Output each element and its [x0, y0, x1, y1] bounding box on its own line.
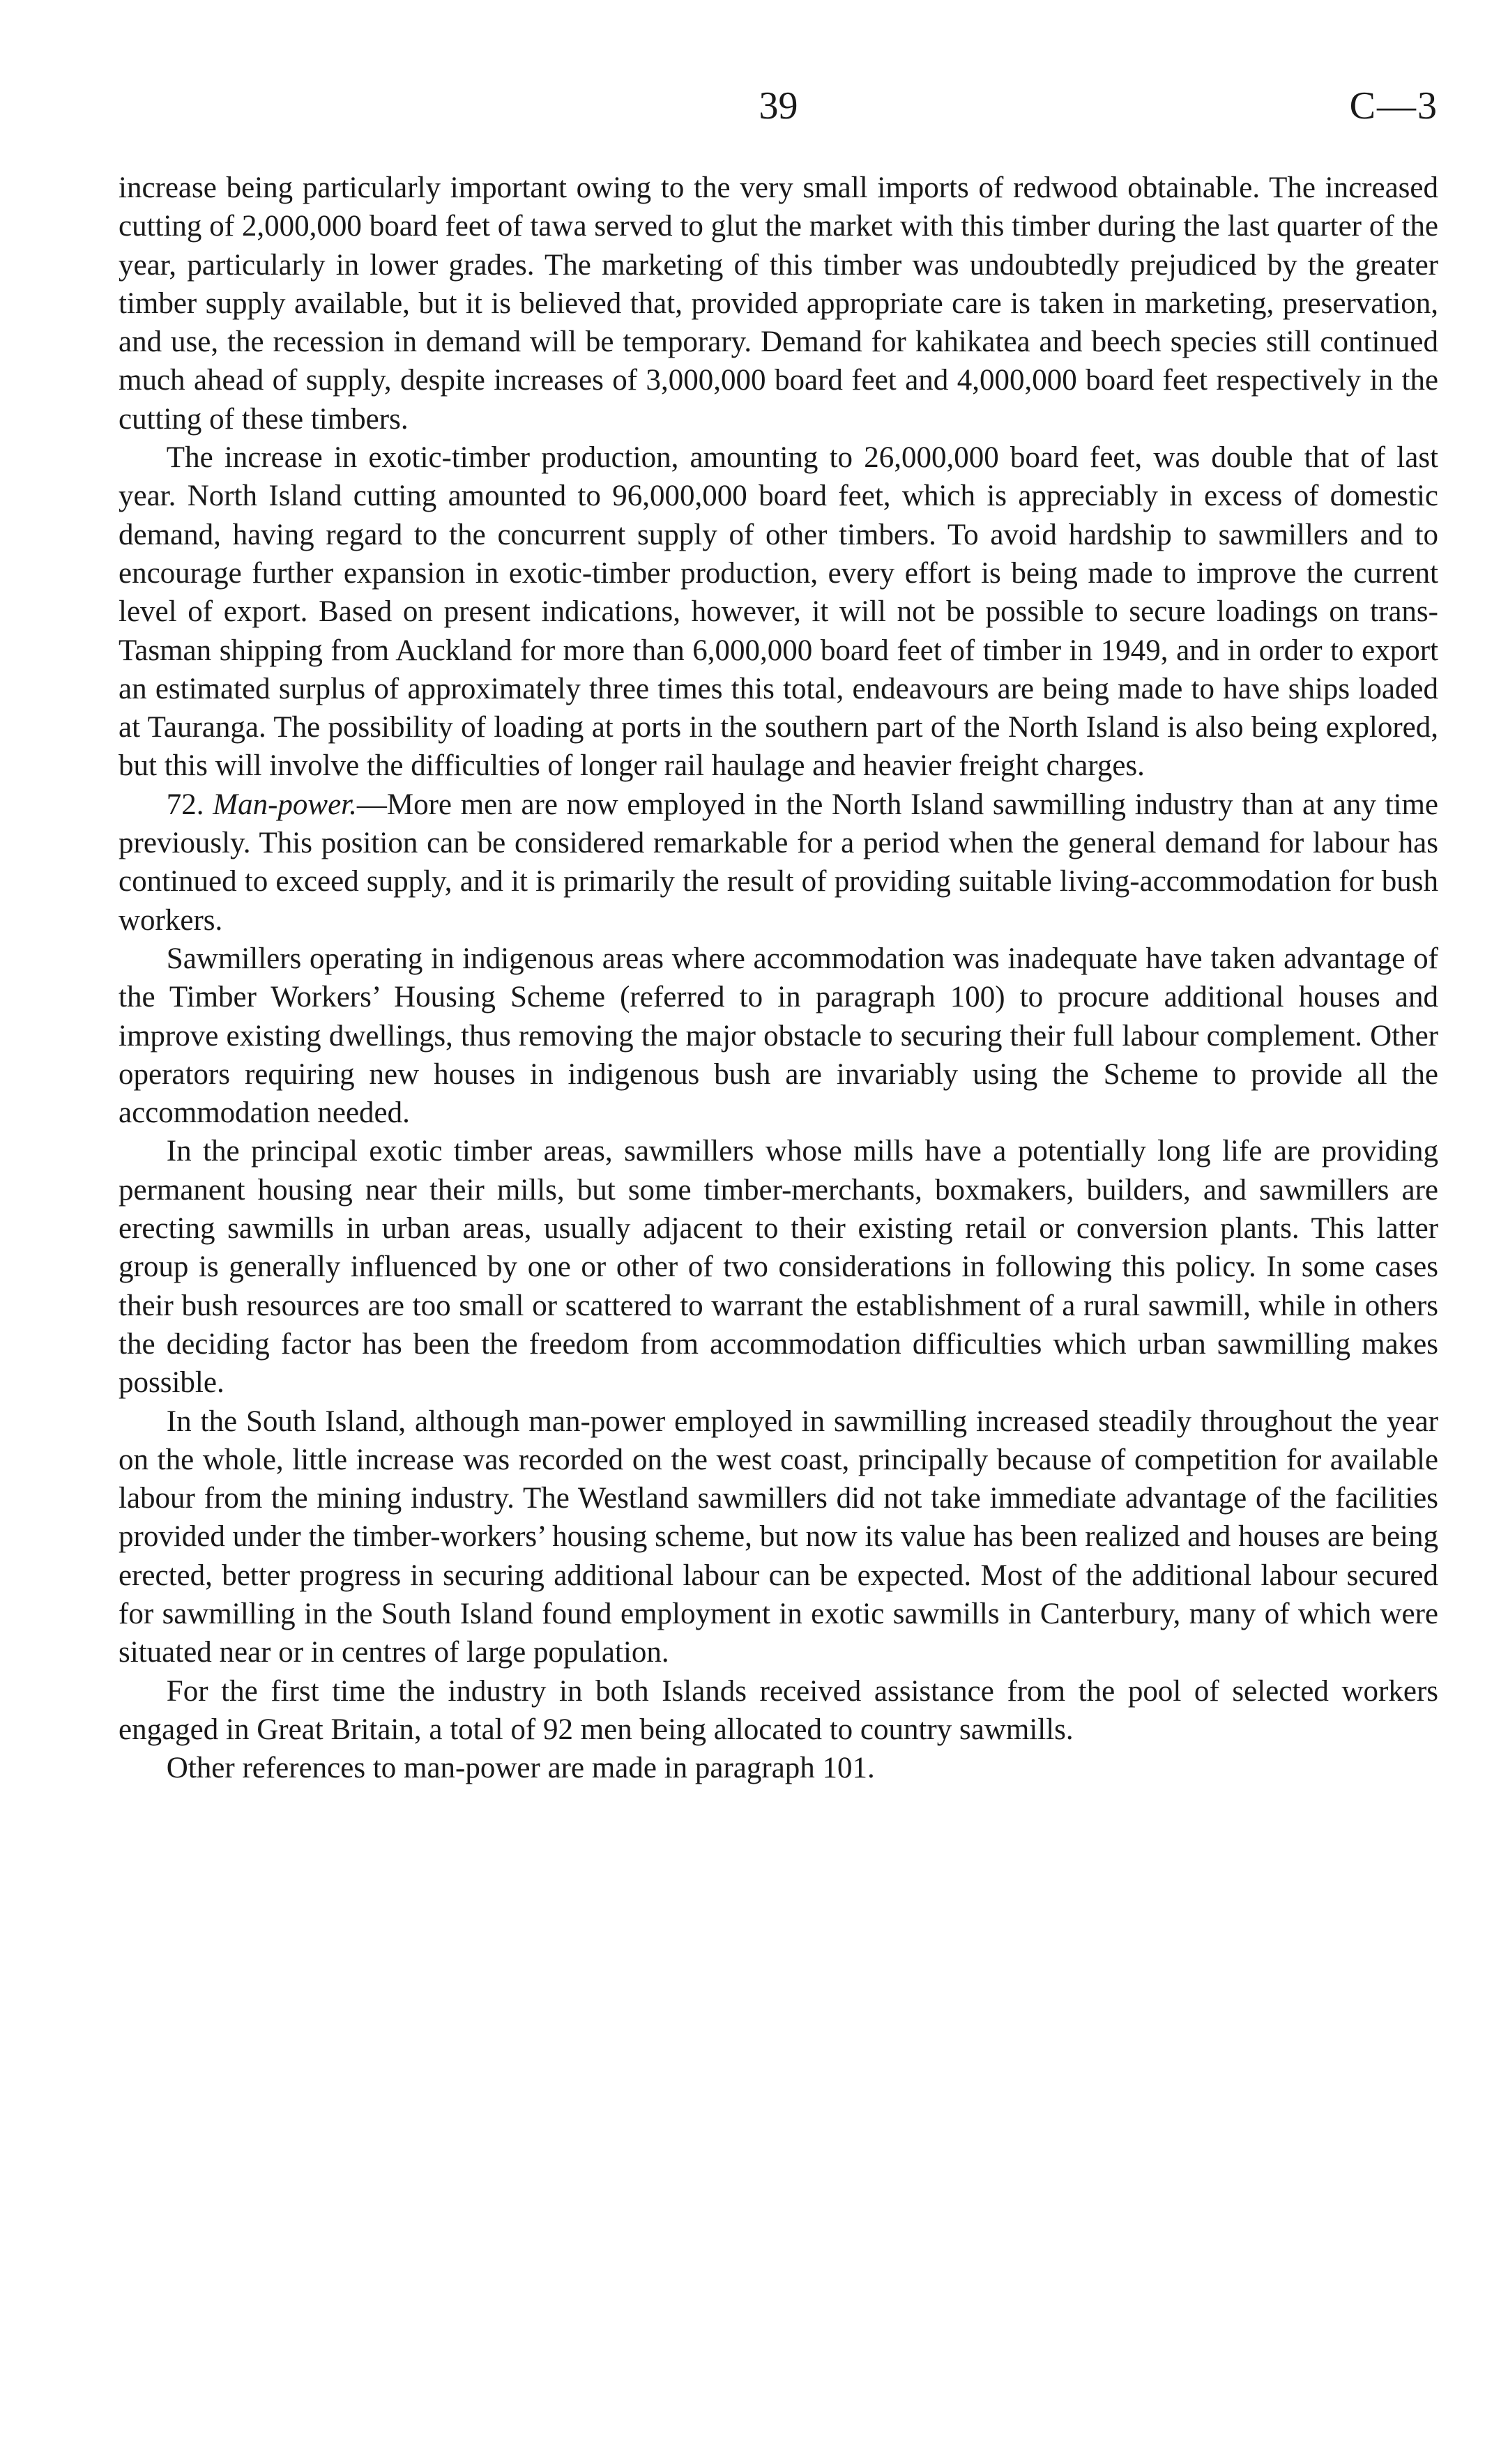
paragraph-72-man-power [119, 786, 1438, 940]
paragraph-exotic-areas: In the principal exotic timber areas, sawmillers whose mills have a potentially long life are providing permanent housing near their mills, but some timber-merchants, boxmakers, builders, and sawmillers are erecting sawmills in urban areas, usually adjacent to their existing retail or conversion plants. This latter group is generally influenced by one or other of two considerations in following this policy. In some cases their bush resources are too small or scattered to warrant the establishment of a rural sawmill, while in others the deciding factor has been the freedom from accommodation difficulties which urban sawmilling makes possible. [119, 1135, 1438, 1400]
paragraph-exotic-timber: The increase in exotic-timber production, amounting to 26,000,000 board feet, was double that of last year. North Island cutting amounted to 96,000,000 board feet, which is appreciably in excess of domestic demand, having regard to the concurrent supply of other timbers. To avoid hardship to sawmillers and to encourage further expansion in exotic-timber production, every effort is being made to improve the current level of export. Based on present indications, however, it will not be possible to secure loadings on trans-Tasman shipping from Auckland for more than 6,000,000 board feet of timber in 1949, and in order to export an estimated surplus of approximately three times this total, endeavours are being made to have ships loaded at Tauranga. The possibility of loading at ports in the southern part of the North Island is also being explored, but this will involve the difficulties of longer rail haulage and heavier freight charges. [119, 441, 1438, 783]
page-header [119, 78, 1438, 134]
paragraph-body: —More men are now employed in the North Island sawmilling industry than at any time previously. This position can be considered remarkable for a period when the general demand for labour has continued to exceed supply, and it is primarily the result of providing suitable living-accommodation for bush workers. [119, 788, 1438, 937]
paragraph-south-island: In the South Island, although man-power employed in sawmilling increased steadily throughout the year on the whole, little increase was recorded on the west coast, principally because of competition for available labour from the mining industry. The Westland sawmillers did not take immediate advantage of the facilities provided under the timber-workers’ housing scheme, but now its value has been realized and houses are being erected, better progress in securing additional labour can be expected. Most of the additional labour secured for sawmilling in the South Island found employment in exotic sawmills in Canterbury, many of which were situated near or in centres of large population. [119, 1405, 1438, 1669]
paragraph-heading: Man-power. [213, 788, 357, 821]
paragraph-housing-scheme: Sawmillers operating in indigenous areas where accommodation was inadequate have taken advantage of the Timber Workers’ Housing Scheme (referred to in paragraph 100) to procure additional houses and improve existing dwellings, thus removing the major obstacle to securing their full labour complement. Other operators requiring new houses in indigenous bush are invariably using the Scheme to provide all the accommodation needed. [119, 942, 1438, 1130]
paragraph-great-britain-workers: For the first time the industry in both Islands received assistance from the pool of selected workers engaged in Great Britain, a total of 92 men being allocated to country sawmills. [119, 1674, 1438, 1746]
document-reference: C—3 [1349, 84, 1438, 128]
paragraph-continuation: increase being particularly important owing to the very small imports of redwood obtainable. The increased cutting of 2,000,000 board feet of tawa served to glut the market with this timber during the last quarter of the year, particularly in lower grades. The marketing of this timber was undoubtedly prejudiced by the greater timber supply available, but it is believed that, provided appropriate care is taken in marketing, preservation, and use, the recession in demand will be temporary. Demand for kahikatea and beech species still continued much ahead of supply, despite increases of 3,000,000 board feet and 4,000,000 board feet respectively in the cutting of these timbers. [119, 171, 1438, 436]
body-text [119, 169, 1438, 1787]
paragraph-other-references: Other references to man-power are made in paragraph 101. [166, 1752, 875, 1785]
page-number: 39 [759, 84, 798, 128]
paragraph-number: 72. [166, 788, 204, 821]
